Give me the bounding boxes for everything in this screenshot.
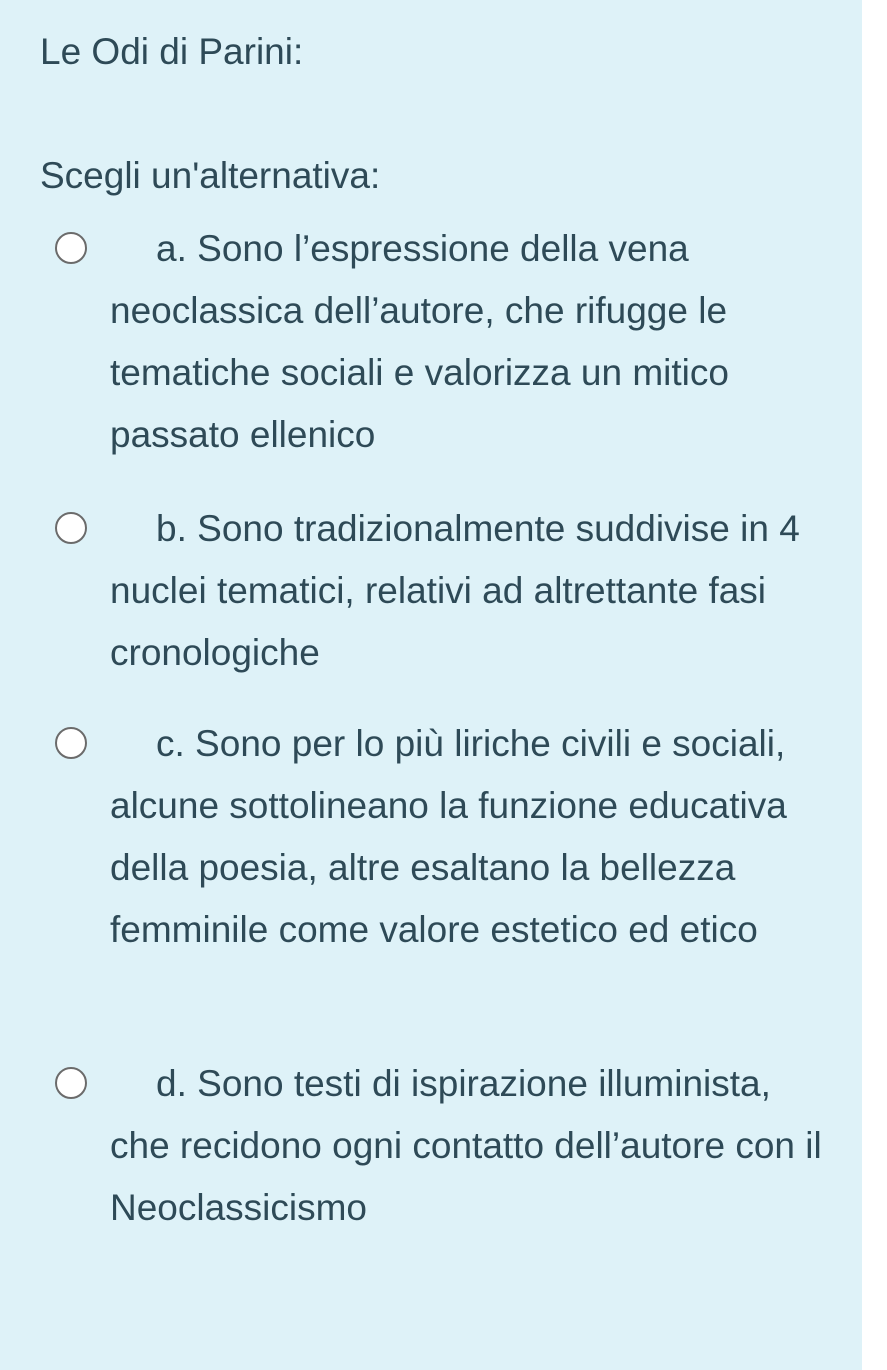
answer-option-d-label: d. Sono testi di ispirazione illuminista, che recidono ogni contatto dell’autore con il Neoclassicismo <box>110 1063 822 1228</box>
answer-option-c-label: c. Sono per lo più liriche civili e sociali, alcune sottolineano la funzione educativa della poesia, altre esaltano la bellezza femminile come valore estetico ed etico <box>110 723 787 950</box>
radio-button-a[interactable] <box>55 232 87 264</box>
answer-option-b-label: b. Sono tradizionalmente suddivise in 4 nuclei tematici, relativi ad altrettante fasi cronologiche <box>110 508 800 673</box>
answer-option-a-label: a. Sono l’espressione della vena neoclassica dell’autore, che rifugge le tematiche sociali e valorizza un mitico passato ellenico <box>110 228 729 455</box>
radio-button-b[interactable] <box>55 512 87 544</box>
radio-button-c[interactable] <box>55 727 87 759</box>
question-title: Le Odi di Parini: <box>40 31 304 72</box>
radio-button-d[interactable] <box>55 1067 87 1099</box>
answer-prompt: Scegli un'alternativa: <box>40 155 381 196</box>
